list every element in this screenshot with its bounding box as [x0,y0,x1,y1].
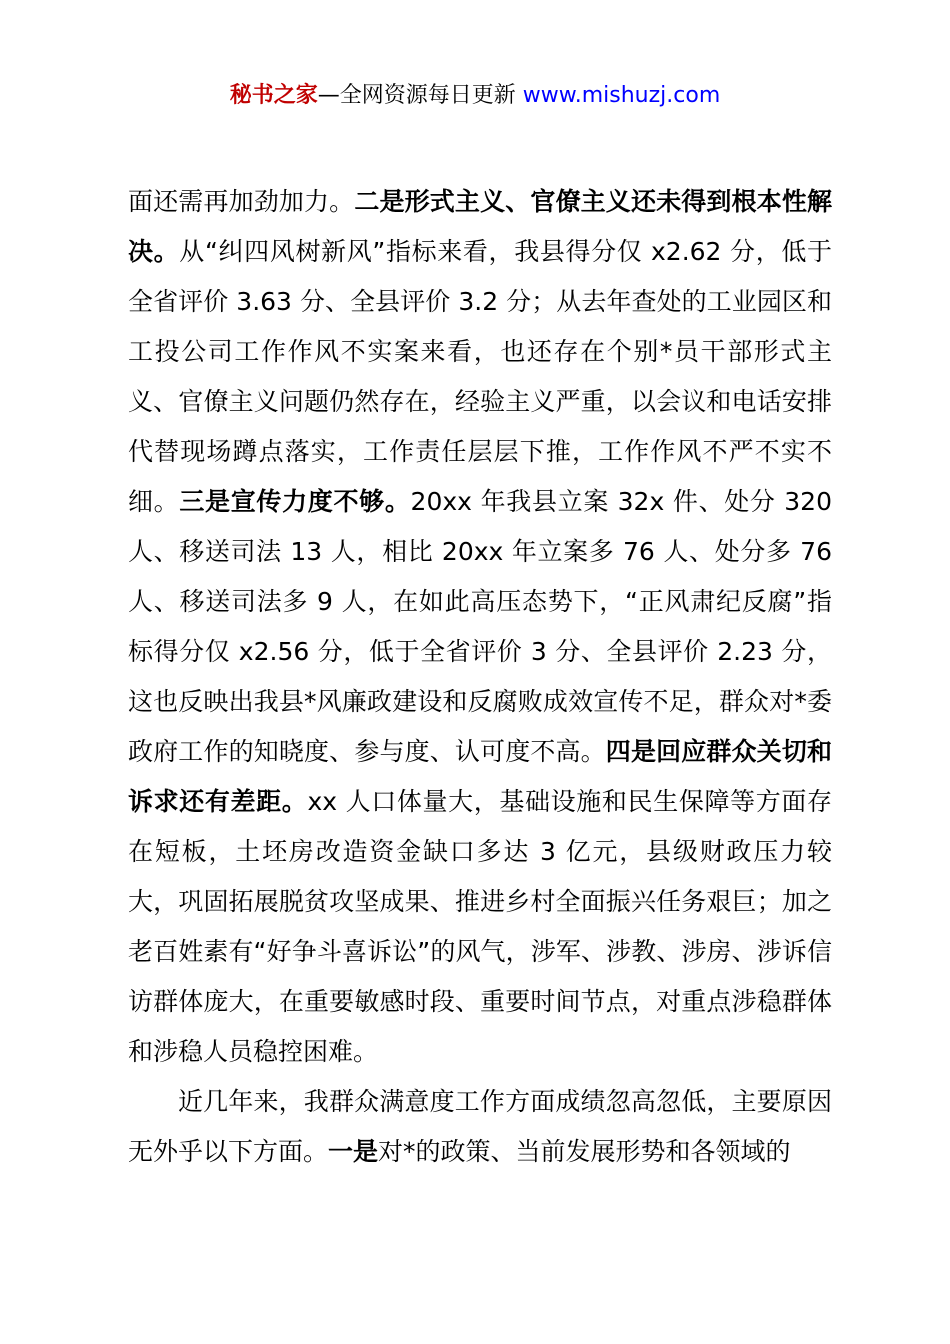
site-url-link[interactable]: www.mishuzj.com [522,83,721,108]
paragraph [128,1077,832,1177]
text-run: 近几年来，我群众满意度工作方面成绩忽高忽低，主要原因无外乎以下方面。 [128,1087,832,1166]
brand-name: 秘书之家 [229,83,318,108]
text-run: xx 人口体量大，基础设施和民生保障等方面存在短板，土坯房改造资金缺口多达 3 亿元，县级财政压力较大，巩固拓展脱贫攻坚成果、推进乡村全面振兴任务艰巨；加之老百姓素有“好争斗喜诉讼”的风气，涉军、涉教、涉房、涉诉信访群体庞大，在重要敏感时段、重要时间节点，对重点涉稳群体和涉稳人员稳控困难。 [128,787,832,1066]
text-run: 从“纠四风树新风”指标来看，我县得分仅 x2.62 分，低于全省评价 3.63 分、全县评价 3.2 分；从去年查处的工业园区和工投公司工作作风不实案来看，也还存在个别*员干部形式主义、官僚主义问题仍然存在，经验主义严重，以会议和电话安排代替现场蹲点落实，工作责任层层下推，工作作风不严不实不细。 [128,237,832,516]
page-header [0,80,950,112]
bold-heading: 四是回应群众关切和诉求还有差距。 [128,737,832,816]
document-body [128,177,832,1177]
paragraph [128,177,832,1077]
bold-heading: 一是 [328,1137,379,1166]
text-run: 20xx 年我县立案 32x 件、处分 320 人、移送司法 13 人，相比 20xx 年立案多 76 人、处分多 76 人、移送司法多 9 人，在如此高压态势下，“正风肃纪反腐”指标得分仅 x2.56 分，低于全省评价 3 分、全县评价 2.23 分，这也反映出我县*风廉政建设和反腐败成效宣传不足，群众对*委政府工作的知晓度、参与度、认可度不高。 [128,487,832,766]
bold-heading: 二是形式主义、官僚主义还未得到根本性解决。 [128,187,832,266]
text-run: 面还需再加劲加力。 [128,187,355,216]
text-run: 对*的政策、当前发展形势和各领域的 [378,1137,791,1166]
header-tagline: —全网资源每日更新 [317,83,523,108]
bold-heading: 三是宣传力度不够。 [179,487,411,516]
